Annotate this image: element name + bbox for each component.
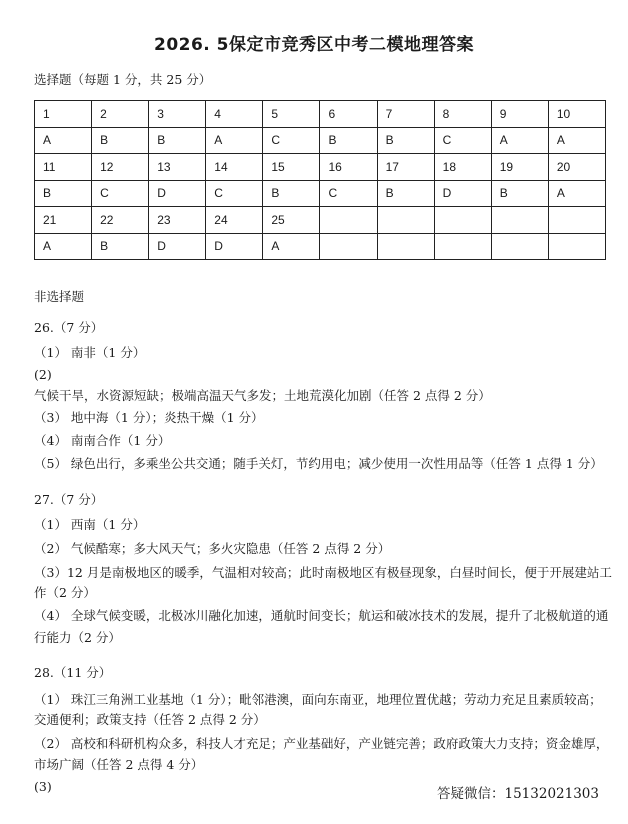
table-cell: 7 [377, 101, 434, 128]
table-cell: 20 [548, 154, 605, 181]
table-cell: B [92, 127, 149, 154]
q26-answer-2: 气候干旱，水资源短缺；极端高温天气多发；土地荒漠化加剧（任答 2 点得 2 分） [34, 388, 491, 403]
table-cell: 16 [320, 154, 377, 181]
table-cell: 21 [35, 207, 92, 234]
nonchoice-section-label: 非选择题 [34, 289, 85, 304]
table-cell [548, 233, 605, 260]
table-cell: B [320, 127, 377, 154]
q28-answer-3-label: (3) [34, 779, 52, 794]
table-cell: B [377, 180, 434, 207]
table-cell: B [92, 233, 149, 260]
table-cell: 1 [35, 101, 92, 128]
table-cell: 11 [35, 154, 92, 181]
answer-table [34, 100, 606, 260]
table-cell: A [206, 127, 263, 154]
table-cell: A [548, 180, 605, 207]
table-cell: C [92, 180, 149, 207]
table-row-answers [35, 127, 606, 154]
table-cell: 24 [206, 207, 263, 234]
table-cell: 17 [377, 154, 434, 181]
table-cell: C [434, 127, 491, 154]
q27-answer-1: （1） 西南（1 分） [34, 517, 146, 532]
table-cell [434, 207, 491, 234]
table-cell: B [491, 180, 548, 207]
table-cell: C [206, 180, 263, 207]
table-cell: D [149, 233, 206, 260]
table-cell: A [491, 127, 548, 154]
table-cell: 5 [263, 101, 320, 128]
table-cell: 15 [263, 154, 320, 181]
table-cell: C [320, 180, 377, 207]
q28-answer-2-cont: 市场广阔（任答 2 点得 4 分） [34, 757, 204, 772]
table-cell: A [263, 233, 320, 260]
table-cell: D [206, 233, 263, 260]
table-cell: A [35, 127, 92, 154]
table-cell: 25 [263, 207, 320, 234]
table-cell: 10 [548, 101, 605, 128]
table-cell: 6 [320, 101, 377, 128]
table-cell: 23 [149, 207, 206, 234]
table-cell: C [263, 127, 320, 154]
table-cell: 14 [206, 154, 263, 181]
q27-answer-3-cont: 作（2 分） [34, 585, 96, 600]
table-cell: 3 [149, 101, 206, 128]
table-cell: 2 [92, 101, 149, 128]
table-cell: B [149, 127, 206, 154]
table-cell: A [35, 233, 92, 260]
table-cell: 13 [149, 154, 206, 181]
table-cell [491, 233, 548, 260]
table-cell [434, 233, 491, 260]
choice-section-label: 选择题（每题 1 分，共 25 分） [34, 72, 212, 87]
table-cell [491, 207, 548, 234]
table-cell: 9 [491, 101, 548, 128]
table-cell [320, 233, 377, 260]
q26-answer-3: （3） 地中海（1 分）；炎热干燥（1 分） [34, 410, 264, 425]
q26-answer-2-label: (2) [34, 367, 52, 382]
q27-header: 27.（7 分） [34, 492, 104, 507]
q27-answer-4: （4） 全球气候变暖，北极冰川融化加速，通航时间变长；航运和破冰技术的发展，提升了北极航道的通 [34, 608, 609, 623]
table-cell: 22 [92, 207, 149, 234]
page-title: 2026. 5保定市竞秀区中考二模地理答案 [153, 35, 475, 55]
q28-header: 28.（11 分） [34, 665, 112, 680]
table-cell [377, 233, 434, 260]
table-row-answers [35, 233, 606, 260]
table-row-answers [35, 180, 606, 207]
table-cell [377, 207, 434, 234]
table-row-question-numbers [35, 101, 606, 128]
table-row-question-numbers [35, 154, 606, 181]
table-cell: A [548, 127, 605, 154]
q28-answer-1: （1） 珠江三角洲工业基地（1 分）；毗邻港澳，面向东南亚，地理位置优越；劳动力充足且素质较高； [34, 692, 602, 707]
table-cell: D [149, 180, 206, 207]
table-cell: B [377, 127, 434, 154]
contact-footer: 答疑微信：15132021303 [437, 786, 599, 802]
table-cell: D [434, 180, 491, 207]
table-cell: 19 [491, 154, 548, 181]
table-cell: B [35, 180, 92, 207]
q27-answer-4-cont: 行能力（2 分） [34, 630, 121, 645]
q26-answer-5: （5） 绿色出行，多乘坐公共交通；随手关灯，节约用电；减少使用一次性用品等（任答 1 点得 1 分） [34, 456, 603, 471]
q28-answer-1-cont: 交通便利；政策支持（任答 2 点得 2 分） [34, 712, 266, 727]
table-cell: 12 [92, 154, 149, 181]
q28-answer-2: （2） 高校和科研机构众多，科技人才充足；产业基础好，产业链完善；政府政策大力支持；资金雄厚， [34, 736, 609, 751]
table-cell: 4 [206, 101, 263, 128]
table-cell: B [263, 180, 320, 207]
table-row-question-numbers [35, 207, 606, 234]
q26-header: 26.（7 分） [34, 320, 104, 335]
table-cell: 8 [434, 101, 491, 128]
table-cell [320, 207, 377, 234]
table-cell: 18 [434, 154, 491, 181]
q27-answer-3: （3）12 月是南极地区的暖季，气温相对较高；此时南极地区有极昼现象，白昼时间长，便于开展建站工 [34, 565, 612, 580]
q26-answer-1: （1） 南非（1 分） [34, 345, 146, 360]
q27-answer-2: （2） 气候酷寒；多大风天气；多火灾隐患（任答 2 点得 2 分） [34, 541, 391, 556]
q26-answer-4: （4） 南南合作（1 分） [34, 433, 171, 448]
table-cell [548, 207, 605, 234]
